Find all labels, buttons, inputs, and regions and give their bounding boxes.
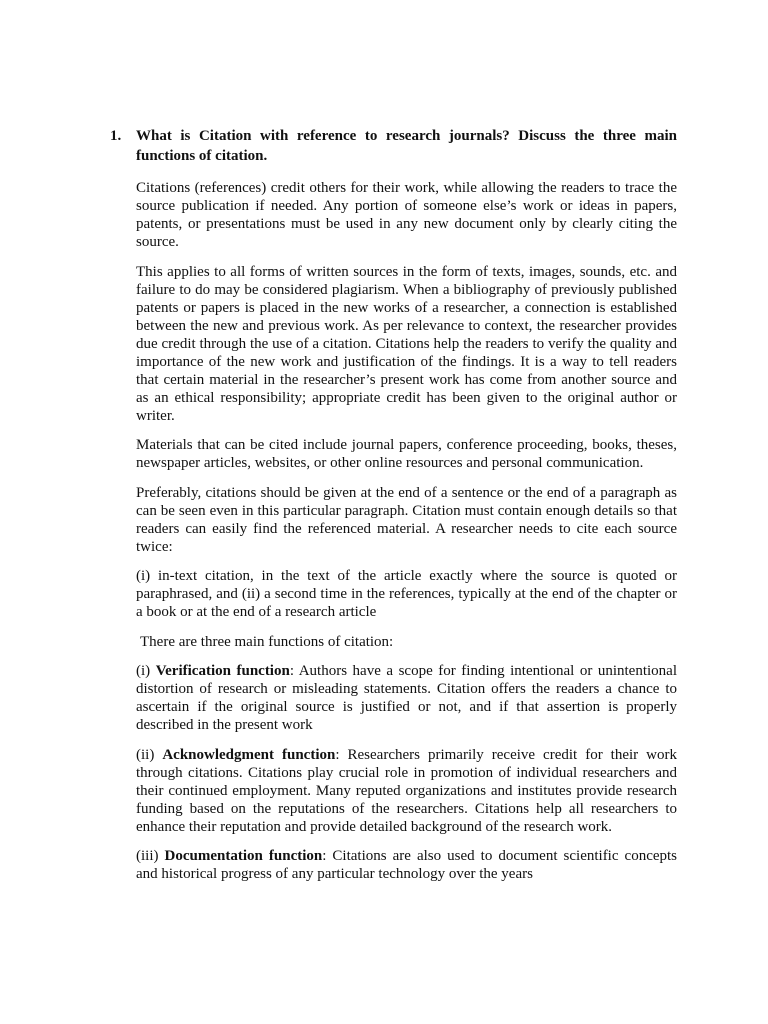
paragraph-functions-intro: There are three main functions of citation: [140, 633, 394, 650]
paragraph-citation-twice: (i) in-text citation, in the text of the article exactly where the source is quoted or paraphrased, and (ii) a second time in the references, typically at the end of the chapter or a book or at the end of a research article [136, 568, 677, 620]
function-description: : Researchers primarily receive credit for their work through citations. Citations play crucial role in promotion of individual researchers and their continued employment. Many reputed organizations and institutes provide research funding based on the reputations of the researchers. Citations help all researchers to enhance their reputation and provide detailed background of the research work. [136, 746, 677, 835]
question-text: What is Citation with reference to research journals? Discuss the three main functions of citation. [136, 128, 677, 164]
function-description: : Citations are also used to document scientific concepts and historical progress of any particular technology over the years [136, 848, 678, 882]
function-acknowledgment [136, 746, 677, 836]
function-term: Documentation function [164, 848, 323, 864]
function-term: Acknowledgment function [162, 746, 336, 763]
paragraph-plagiarism: This applies to all forms of written sources in the form of texts, images, sounds, etc. and failure to do may be considered plagiarism. When a bibliography of previously published patents or papers is placed in the new works of a researcher, a connection is established between the new and previous work. As per relevance to context, the researcher provides due credit through the use of a citation. Citations help the readers to verify the quality and importance of the new work and justification of the findings. It is a way to tell readers that certain material in the researcher’s present work has come from another source and as an ethical responsibility; appropriate credit has been given to the original author or writer. [136, 263, 677, 424]
function-verification [136, 662, 677, 734]
answer-body [136, 179, 677, 895]
function-description: : Authors have a scope for finding intentional or unintentional distortion of research or misleading statements. Citation offers the readers a chance to ascertain if the original source is justified or not, and if that assertion is properly described in the present work [136, 663, 677, 733]
paragraph-citations-definition: Citations (references) credit others for their work, while allowing the readers to trace the source publication if needed. Any portion of someone else’s work or ideas in papers, patents, or presentations must be used in any new document only by clearly citing the source. [136, 180, 677, 250]
question-number: 1. [110, 128, 122, 144]
paragraph-citation-placement: Preferably, citations should be given at the end of a sentence or the end of a paragraph as can be seen even in this particular paragraph. Citation must contain enough details so that readers can easily find the referenced material. A researcher needs to cite each source twice: [136, 484, 677, 555]
question-heading [110, 126, 677, 166]
function-prefix: (ii) [136, 746, 163, 763]
function-documentation [136, 847, 677, 883]
paragraph-cited-materials: Materials that can be cited include journal papers, conference proceeding, books, theses, newspaper articles, websites, or other online resources and personal communication. [136, 437, 677, 471]
function-prefix: (iii) [136, 848, 165, 864]
function-term: Verification function [155, 663, 290, 679]
function-prefix: (i) [136, 663, 156, 679]
